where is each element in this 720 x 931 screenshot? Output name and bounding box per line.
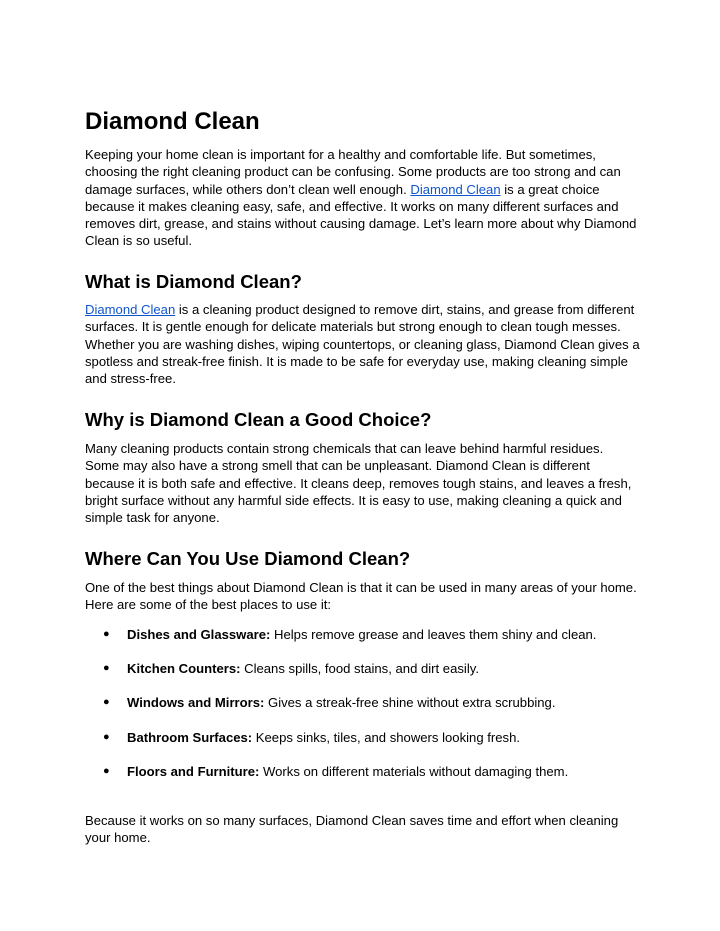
outro-paragraph: Because it works on so many surfaces, Diamond Clean saves time and effort when cleaning your home. [85,813,619,846]
list-item [85,660,640,694]
diamond-clean-link[interactable]: Diamond Clean [410,181,501,197]
what-is-text: is a cleaning product designed to remove dirt, stains, and grease from different surfaces. It is gentle enough for delicate materials but strong enough to clean tough messes. Whether you are washing dishes, wiping countertops, or cleaning glass, Diamond Clean gives a spotless and streak-free finish. It is made to be safe for everyday use, making cleaning simple and stress-free. [85,302,640,387]
usage-list [85,626,640,797]
list-item [85,694,640,728]
list-item-title: Windows and Mirrors: [127,695,265,711]
why-paragraph: Many cleaning products contain strong chemicals that can leave behind harmful residues. Some may also have a strong smell that can be unpleasant. Diamond Clean is different because it is both safe and effective. It cleans deep, removes tough stains, and leaves a fresh, bright surface without any harmful side effects. It is easy to use, making cleaning a quick and simple task for anyone. [85,441,632,526]
list-item-text: Helps remove grease and leaves them shiny and clean. [270,627,597,642]
list-item-text: Works on different materials without damaging them. [259,763,569,779]
bullet-icon: ● [103,662,110,675]
page-title: Diamond Clean [85,108,260,135]
intro-text-2: is a great choice because it makes cleaning easy, safe, and effective. It works on many different surfaces and removes dirt, grease, and stains without causing damage. Let’s learn more about why Diamond Clean is so useful. [85,181,637,249]
diamond-clean-link-2[interactable]: Diamond Clean [85,302,176,317]
bullet-icon: ● [103,730,110,743]
list-item-text: Keeps sinks, tiles, and showers looking fresh. [252,729,520,745]
intro-text-1: Keeping your home clean is important for a healthy and comfortable life. But sometimes, choosing the right cleaning product can be confusing. Some products are too strong and can damage surfaces, while others don’t clean well enough. [85,147,621,197]
list-item [85,763,640,797]
list-item-title: Kitchen Counters: [127,661,241,677]
list-item [85,729,640,763]
heading-why: Why is Diamond Clean a Good Choice? [85,409,432,430]
bullet-icon: ● [103,764,110,777]
bullet-icon: ● [103,628,110,640]
list-item-text: Cleans spills, food stains, and dirt easily. [240,661,479,677]
what-is-paragraph [85,301,640,387]
list-item-title: Floors and Furniture: [127,763,260,779]
heading-what-is: What is Diamond Clean? [85,271,302,292]
list-item-text: Gives a streak-free shine without extra scrubbing. [264,695,556,711]
bullet-icon: ● [103,696,110,709]
where-intro-paragraph: One of the best things about Diamond Clean is that it can be used in many areas of your home. Here are some of the best places to use it: [85,580,637,613]
heading-where: Where Can You Use Diamond Clean? [85,548,411,569]
intro-paragraph [85,146,640,250]
list-item-title: Bathroom Surfaces: [127,729,253,745]
list-item [85,626,640,660]
list-item-title: Dishes and Glassware: [127,627,271,642]
